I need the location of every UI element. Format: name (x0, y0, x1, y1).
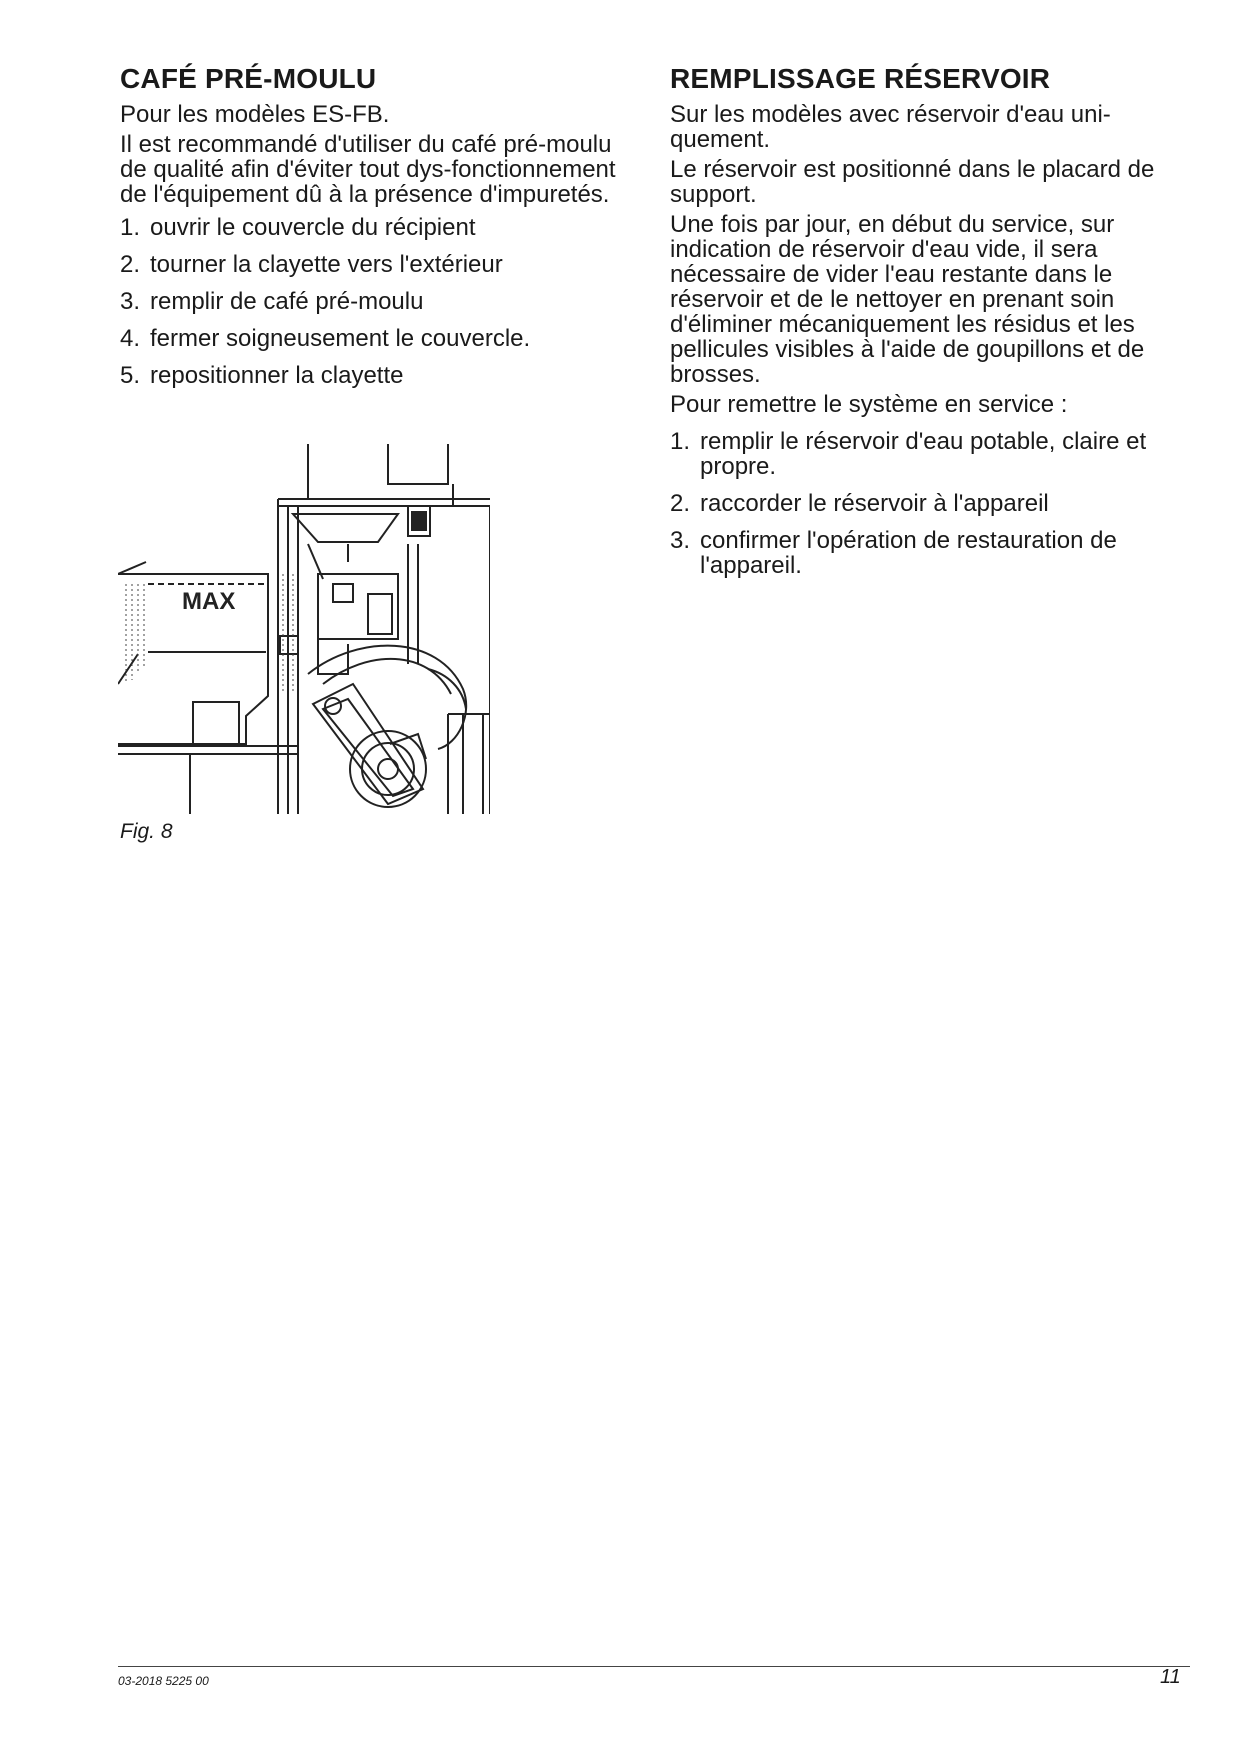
restart-paragraph: Pour remettre le système en service : (670, 391, 1068, 418)
list-item: 3. remplir de café pré-moulu (120, 288, 424, 315)
footer-divider (118, 1666, 1190, 1667)
models-paragraph: Sur les modèles avec réservoir d'eau uni-quement. (670, 101, 1111, 153)
section-heading-reservoir: REMPLISSAGE RÉSERVOIR (670, 63, 1051, 94)
daily-cleaning-paragraph: Une fois par jour, en début du service, sur indication de réservoir d'eau vide, il sera nécessaire de vider l'eau restante dans le réservoir et de le nettoyer en prenant soin d'éliminer mécaniquement les résidus et les pellicules visibles à l'aide de goupillons et de brosses. (670, 211, 1145, 388)
cafe-steps-list (120, 215, 630, 388)
section-heading-cafe: CAFÉ PRÉ-MOULU (120, 63, 377, 94)
document-code: 03-2018 5225 00 (118, 1674, 209, 1688)
figure-caption: Fig. 8 (120, 820, 173, 843)
list-item: 3. confirmer l'opération de restauration de l'appareil. (670, 527, 1117, 579)
list-item: 4. fermer soigneusement le couvercle. (120, 325, 531, 352)
machine-illustration (118, 444, 490, 814)
position-paragraph: Le réservoir est positionné dans le placard de support. (670, 156, 1155, 208)
right-column (670, 62, 1170, 590)
intro-paragraph: Pour les modèles ES-FB. (120, 101, 390, 128)
list-item: 2. raccorder le réservoir à l'appareil (670, 490, 1049, 517)
left-column (120, 62, 630, 400)
list-item: 5. repositionner la clayette (120, 362, 404, 389)
list-item: 2. tourner la clayette vers l'extérieur (120, 251, 503, 278)
list-item: 1. ouvrir le couvercle du récipient (120, 214, 476, 241)
page-number: 11 (1160, 1666, 1181, 1688)
reservoir-steps-list (670, 429, 1170, 578)
recommendation-paragraph: Il est recommandé d'utiliser du café pré-moulu de qualité afin d'éviter tout dys-fonctionnement de l'équipement dû à la présence d'impuretés. (120, 131, 616, 208)
max-label: MAX (182, 588, 236, 615)
list-item: 1. remplir le réservoir d'eau potable, claire et propre. (670, 428, 1147, 480)
